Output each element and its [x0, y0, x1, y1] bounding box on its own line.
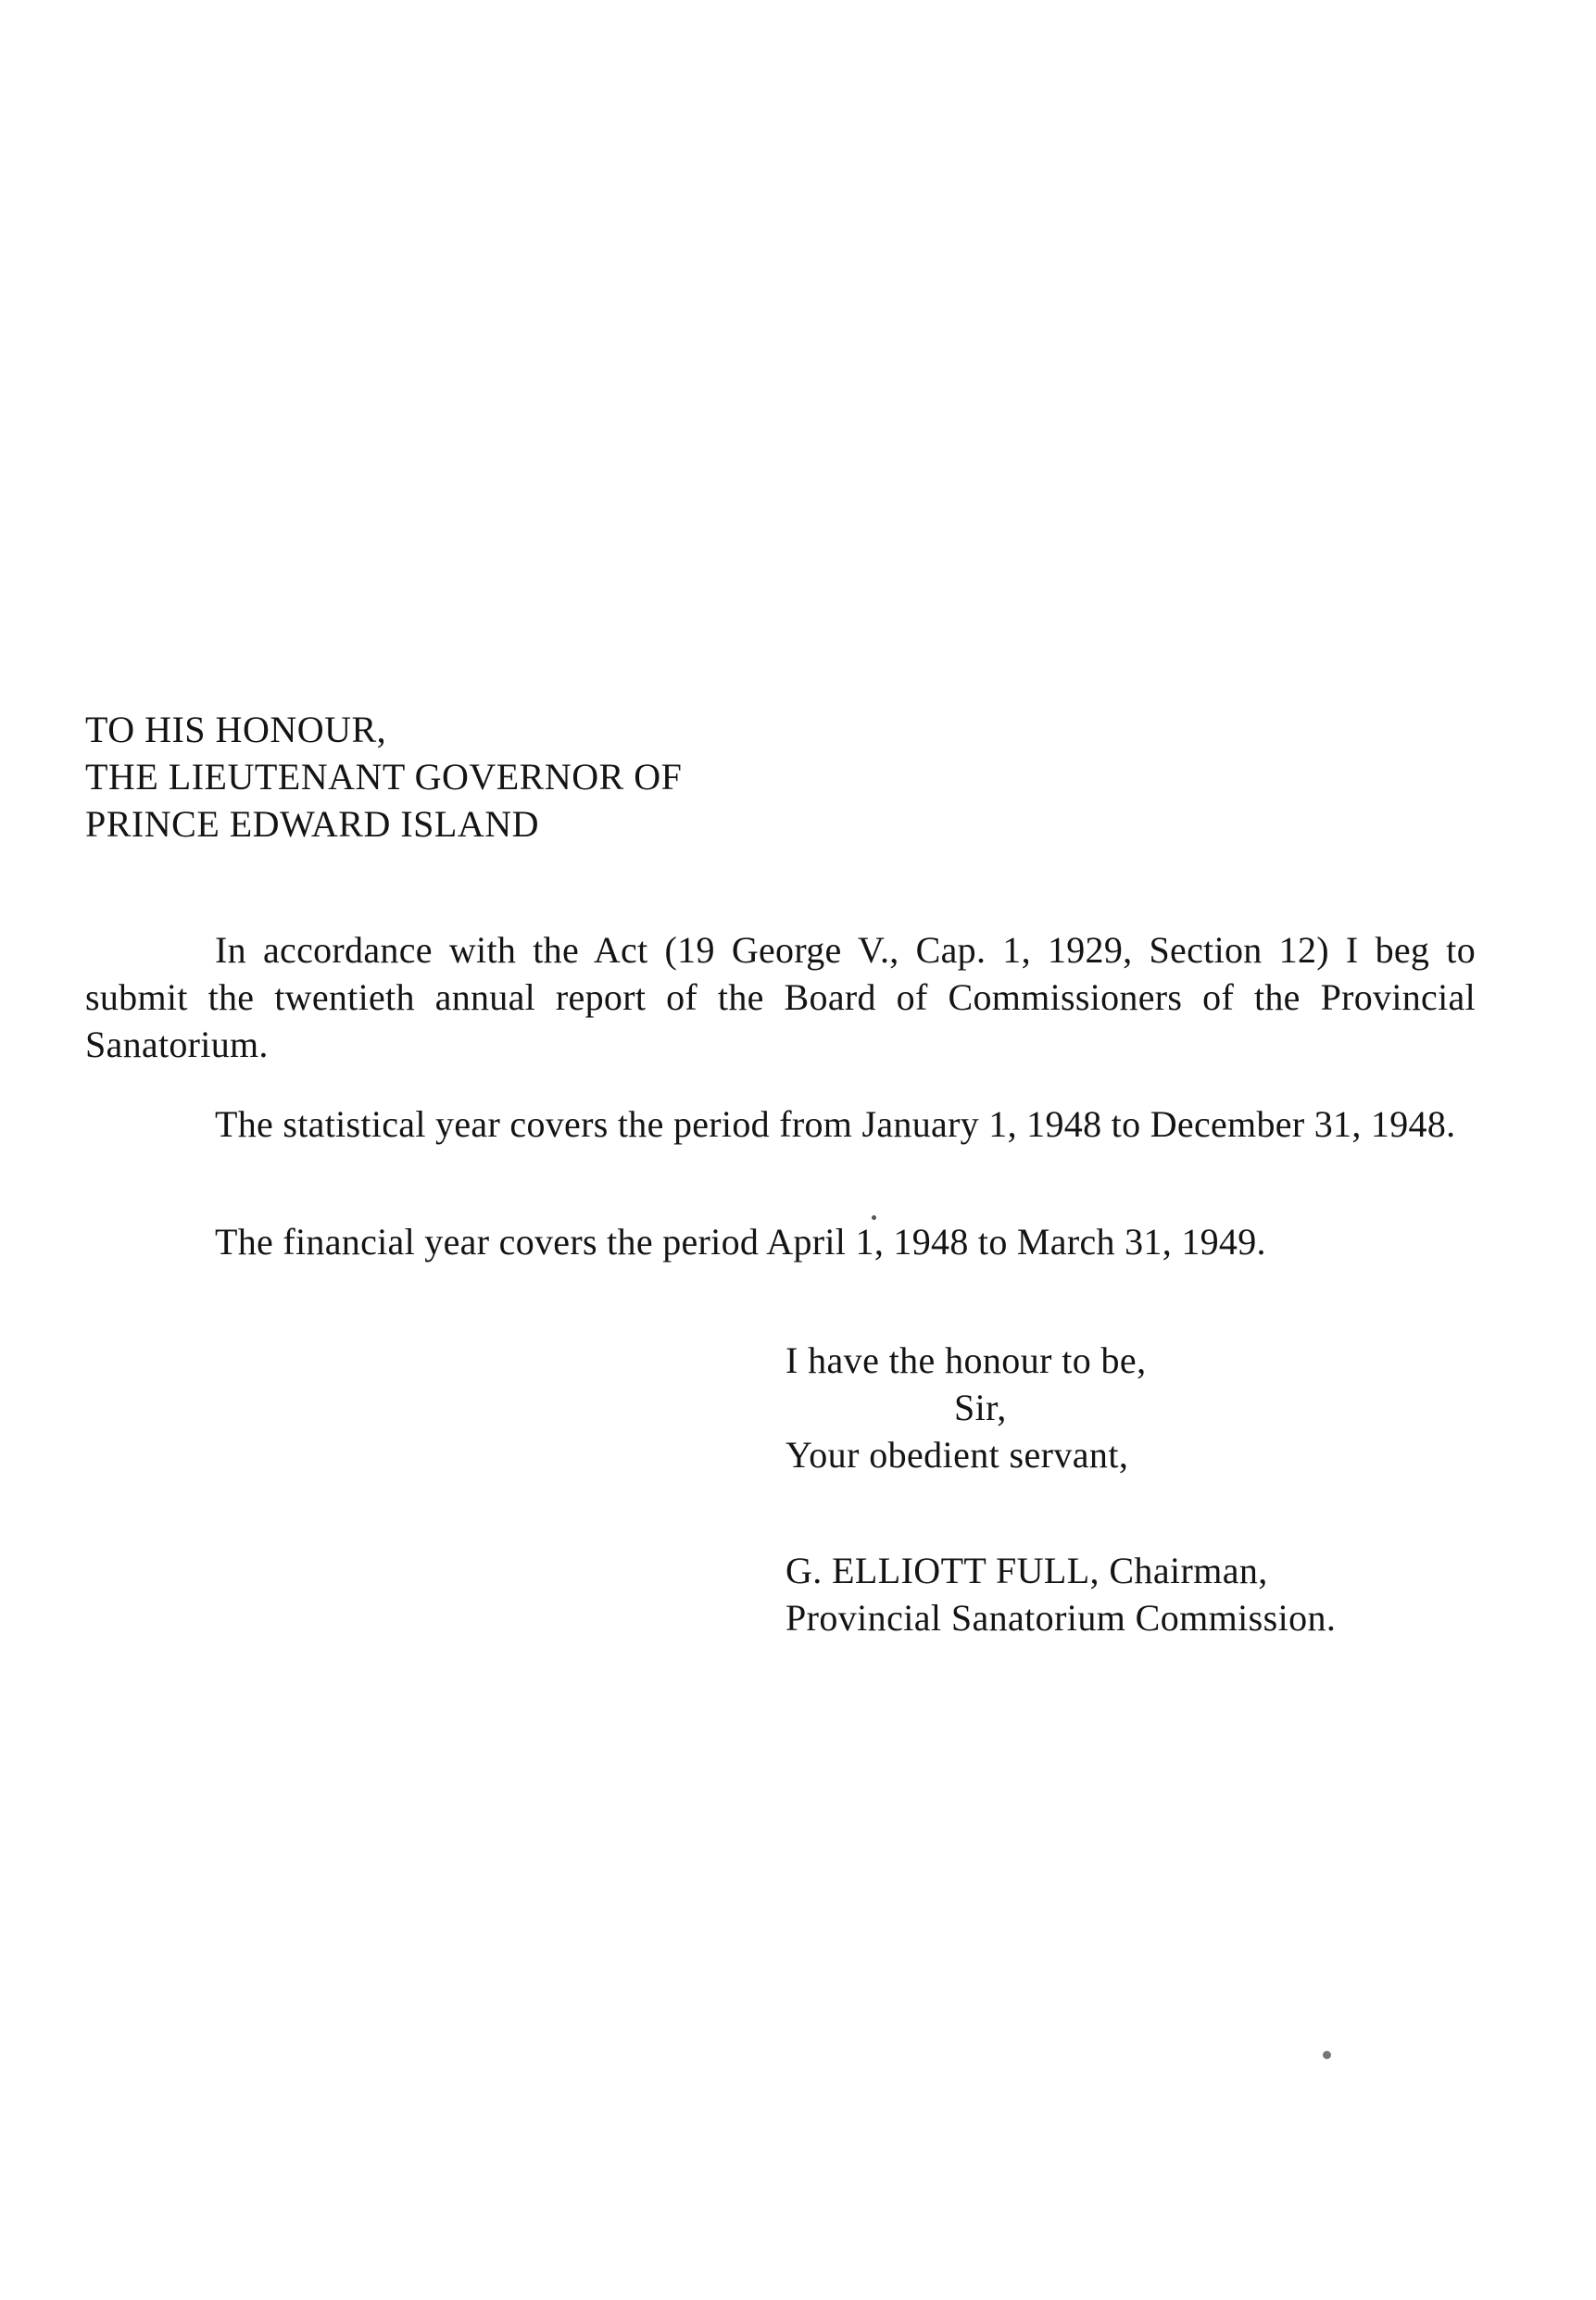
closing-block — [785, 1337, 1489, 1478]
signature-title: Provincial Sanatorium Commission. — [785, 1597, 1337, 1639]
closing-salutation: Sir, — [954, 1387, 1007, 1428]
scan-speck — [872, 1215, 876, 1220]
body-paragraph-2: The statistical year covers the period from January 1, 1948 to December 31, 1948. — [215, 1103, 1456, 1145]
address-line-1: TO HIS HONOUR, — [85, 709, 387, 750]
body-paragraph-1: In accordance with the Act (19 George V., Cap. 1, 1929, Section 12) I beg to submit the twentieth annual report of the Board of Commissioners of the Provincial Sanatorium. — [85, 929, 1476, 1065]
scan-speck — [1323, 2051, 1331, 2059]
signature-block — [785, 1547, 1527, 1641]
body-paragraph-3: The financial year covers the period April 1, 1948 to March 31, 1949. — [215, 1221, 1266, 1263]
recipient-address — [85, 706, 1012, 848]
address-line-3: PRINCE EDWARD ISLAND — [85, 803, 539, 845]
body-paragraph-1-block — [85, 926, 1476, 1068]
body-paragraph-3-block — [85, 1218, 1476, 1265]
address-line-2: THE LIEUTENANT GOVERNOR OF — [85, 756, 683, 798]
closing-line-3: Your obedient servant, — [785, 1434, 1129, 1476]
signature-name: G. ELLIOTT FULL, Chairman, — [785, 1550, 1268, 1591]
closing-line-1: I have the honour to be, — [785, 1339, 1147, 1381]
body-paragraph-2-block — [85, 1100, 1476, 1148]
